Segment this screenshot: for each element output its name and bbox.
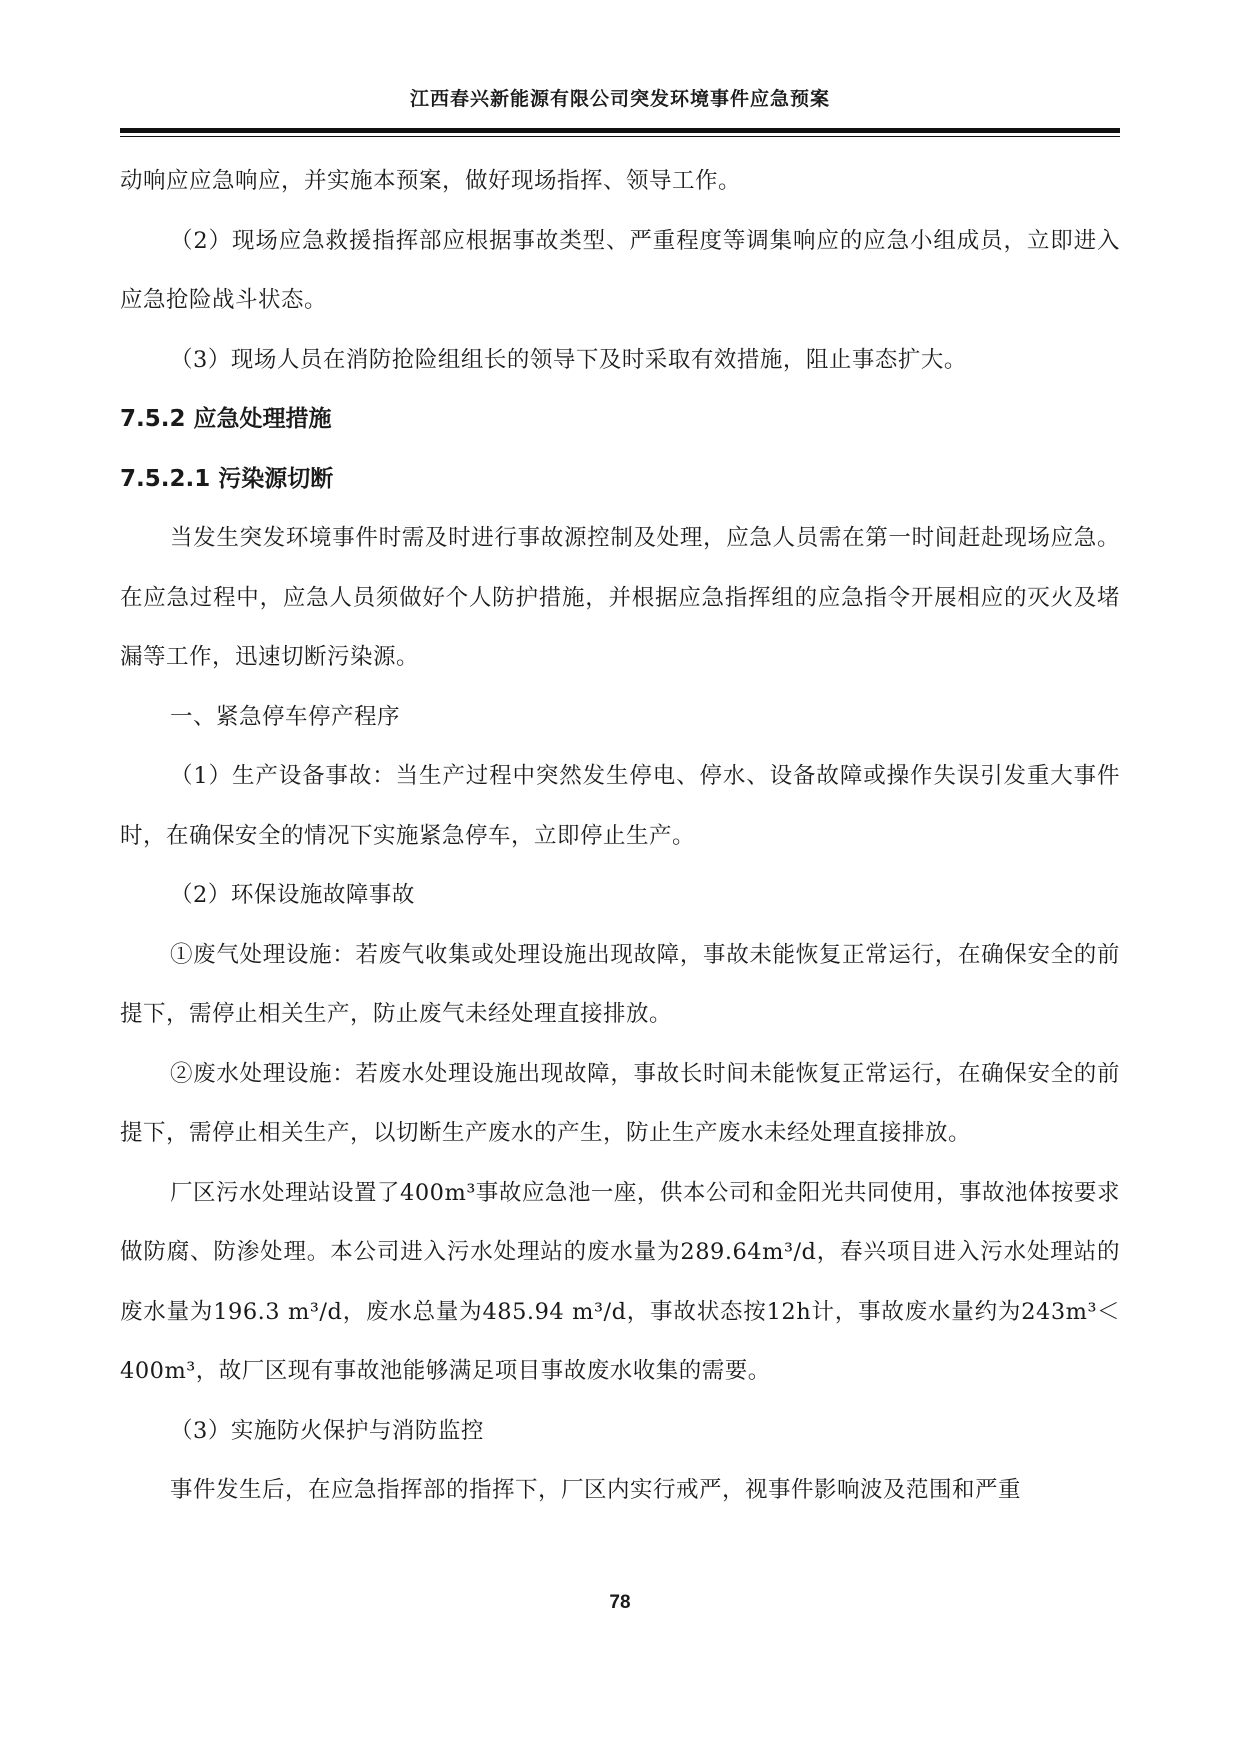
section-heading: 7.5.2 应急处理措施 bbox=[120, 406, 332, 432]
body-paragraph: 事件发生后，在应急指挥部的指挥下，厂区内实行戒严，视事件影响波及范围和严重 bbox=[170, 1477, 1022, 1503]
body-paragraph: （1）生产设备事故：当生产过程中突然发生停电、停水、设备故障或操作失误引发重大事件时，在确保安全的情况下实施紧急停车，立即停止生产。 bbox=[120, 763, 1120, 849]
body-paragraph: （3）实施防火保护与消防监控 bbox=[170, 1417, 484, 1444]
body-paragraph: ②废水处理设施：若废水处理设施出现故障，事故长时间未能恢复正常运行，在确保安全的前提下，需停止相关生产，以切断生产废水的产生，防止生产废水未经处理直接排放。 bbox=[120, 1060, 1120, 1146]
body-paragraph: 厂区污水处理站设置了400m³事故应急池一座，供本公司和金阳光共同使用，事故池体按要求做防腐、防渗处理。本公司进入污水处理站的废水量为289.64m³/d，春兴项目进入污水处理站的废水量为196.3 m³/d，废水总量为485.94 m³/d，事故状态按12h计，事故废水量约为243m³＜400m³，故厂区现有事故池能够满足项目事故废水收集的需要。 bbox=[120, 1179, 1120, 1384]
page-number: 78 bbox=[609, 1592, 631, 1613]
header-rule-thick bbox=[120, 128, 1120, 133]
document-title: 江西春兴新能源有限公司突发环境事件应急预案 bbox=[409, 88, 830, 110]
section-heading: 7.5.2.1 污染源切断 bbox=[120, 465, 334, 492]
header-rule-thin bbox=[120, 136, 1120, 137]
body-paragraph: 当发生突发环境事件时需及时进行事故源控制及处理，应急人员需在第一时间赶赴现场应急。在应急过程中，应急人员须做好个人防护措施，并根据应急指挥组的应急指令开展相应的灭火及堵漏等工作，迅速切断污染源。 bbox=[120, 525, 1120, 670]
body-paragraph: （2）环保设施故障事故 bbox=[170, 882, 415, 908]
body-paragraph: 一、紧急停车停产程序 bbox=[170, 703, 401, 730]
page-content bbox=[120, 152, 1120, 1521]
body-paragraph: 动响应应急响应，并实施本预案，做好现场指挥、领导工作。 bbox=[120, 168, 742, 194]
body-paragraph: （3）现场人员在消防抢险组组长的领导下及时采取有效措施，阻止事态扩大。 bbox=[170, 346, 967, 373]
body-paragraph: ①废气处理设施：若废气收集或处理设施出现故障，事故未能恢复正常运行，在确保安全的前提下，需停止相关生产，防止废气未经处理直接排放。 bbox=[120, 941, 1120, 1027]
body-paragraph: （2）现场应急救援指挥部应根据事故类型、严重程度等调集响应的应急小组成员，立即进入应急抢险战斗状态。 bbox=[120, 227, 1120, 313]
